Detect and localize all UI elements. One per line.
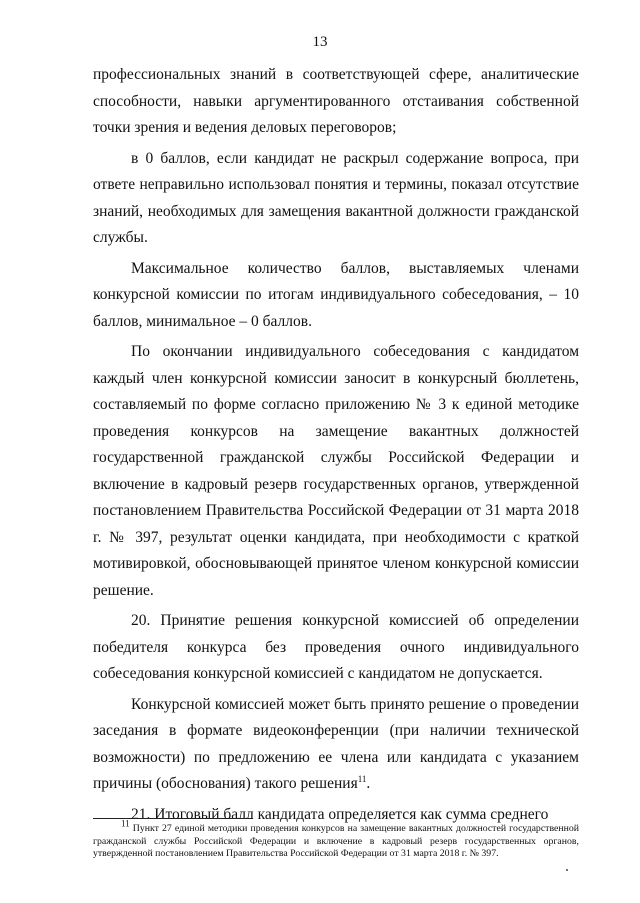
paragraph-videoconference [93,692,579,798]
paragraph-item-20: 20. Принятие решения конкурсной комиссией об определении победителя конкурса без проведения очного индивидуального собеседования конкурсной комиссией с кандидатом не допускается. [93,612,579,682]
page-number: 13 [312,34,328,50]
document-body [93,62,579,832]
paragraph-videoconference-text: Конкурсной комиссией может быть принято решение о проведении заседания в формате видеоконференции (при наличии технической возможности) по предложению ее члена или кандидата с указанием причины (обоснования) такого решения [93,695,579,792]
footnote [93,818,579,861]
footnote-divider [93,818,253,819]
paragraph-ballot: По окончании индивидуального собеседования с кандидатом каждый член конкурсной комиссии заносит в конкурсный бюллетень, составляемый по форме согласно приложению № 3 к единой методике проведения конкурсов на замещение вакантных должностей государственной гражданской службы Российской Федерации и включение в кадровый резерв государственных органов, утвержденной постановлением Правительства Российской Федерации от 31 марта 2018 г. № 397, результат оценки кандидата, при необходимости с краткой мотивировкой, обосновывающей принятое членом конкурсной комиссии решение. [93,343,579,599]
footnote-reference: 11 [357,773,367,784]
paragraph-max-points: Максимальное количество баллов, выставляемых членами конкурсной комиссии по итогам индивидуального собеседования, – 10 баллов, минимальное – 0 баллов. [93,259,579,330]
scan-speck [566,869,568,871]
footnote-marker: 11 [121,818,130,829]
footnote-text: Пункт 27 единой методики проведения конкурсов на замещение вакантных должностей государственной гражданской службы Российской Федерации и включение в кадровый резерв государственных органов, утвержденной постановлением Правительства Российской Федерации от 31 марта 2018 г. № 397. [93,823,579,859]
paragraph-zero-points: в 0 баллов, если кандидат не раскрыл содержание вопроса, при ответе неправильно использовал понятия и термины, показал отсутствие знаний, необходимых для замещения вакантной должности гражданской службы. [93,149,579,246]
paragraph-continued: профессиональных знаний в соответствующей сфере, аналитические способности, навыки аргументированного отстаивания собственной точки зрения и ведения деловых переговоров; [93,66,579,136]
sentence-period: . [366,775,371,792]
paragraph-item-21: 21. Итоговый балл кандидата определяется как сумма среднего [131,805,549,823]
